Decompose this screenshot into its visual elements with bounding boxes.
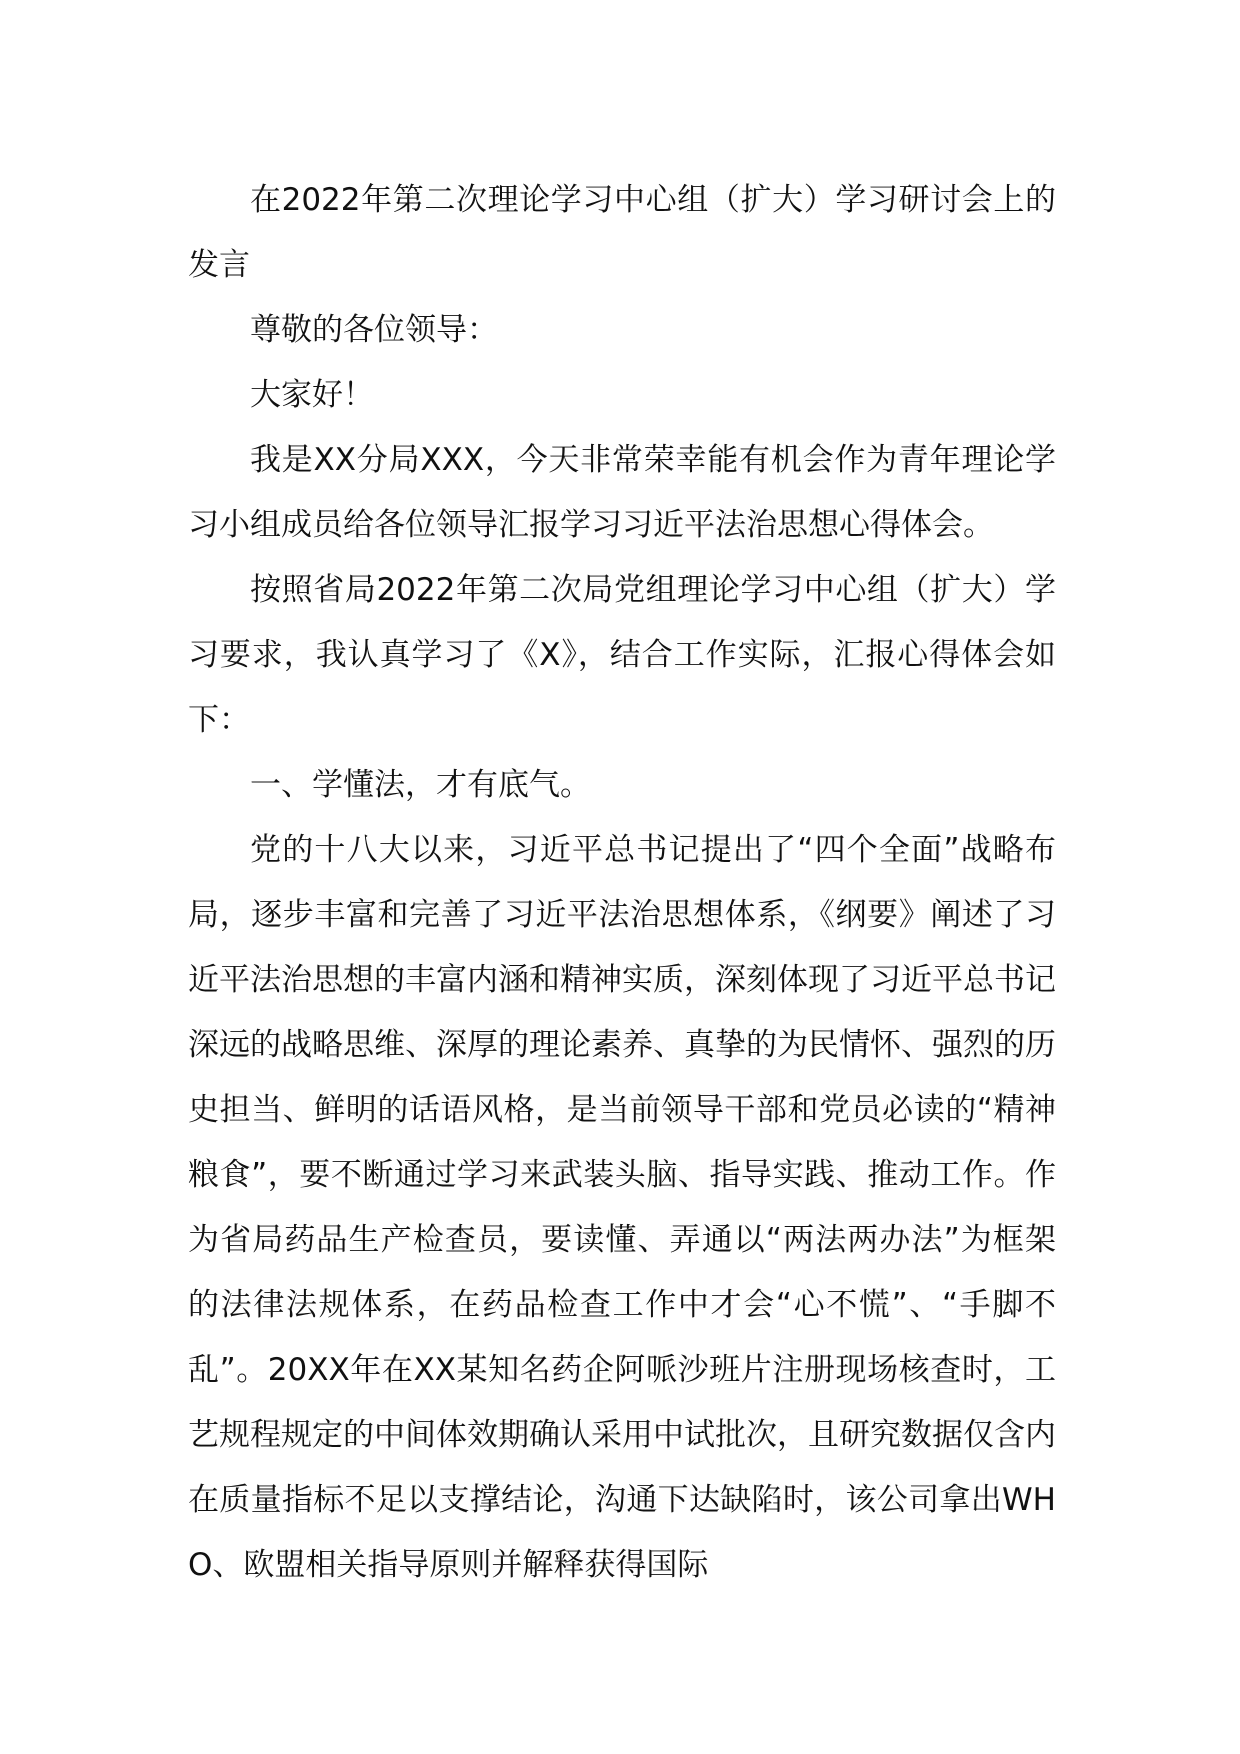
document-title: 在2022年第二次理论学习中心组（扩大）学习研讨会上的发言 xyxy=(188,182,1056,283)
document-body xyxy=(188,168,1056,1598)
paragraph-requirement: 按照省局2022年第二次局党组理论学习中心组（扩大）学习要求，我认真学习了《X》，结合工作实际，汇报心得体会如下： xyxy=(188,572,1056,738)
greeting: 大家好！ xyxy=(250,377,374,413)
paragraph-intro: 我是XX分局XXX，今天非常荣幸能有机会作为青年理论学习小组成员给各位领导汇报学习习近平法治思想心得体会。 xyxy=(188,442,1056,543)
salutation: 尊敬的各位领导： xyxy=(250,312,498,348)
section-heading-1: 一、学懂法，才有底气。 xyxy=(250,767,591,803)
paragraph-body: 党的十八大以来，习近平总书记提出了“四个全面”战略布局，逐步丰富和完善了习近平法治思想体系，《纲要》阐述了习近平法治思想的丰富内涵和精神实质，深刻体现了习近平总书记深远的战略思维、深厚的理论素养、真挚的为民情怀、强烈的历史担当、鲜明的话语风格，是当前领导干部和党员必读的“精神粮食”，要不断通过学习来武装头脑、指导实践、推动工作。作为省局药品生产检查员，要读懂、弄通以“两法两办法”为框架的法律法规体系，在药品检查工作中才会“心不慌”、“手脚不乱”。20XX年在XX某知名药企阿哌沙班片注册现场核查时，工艺规程规定的中间体效期确认采用中试批次，且研究数据仅含内在质量指标不足以支撑结论，沟通下达缺陷时，该公司拿出WHO、欧盟相关指导原则并解释获得国际 xyxy=(188,832,1056,1583)
